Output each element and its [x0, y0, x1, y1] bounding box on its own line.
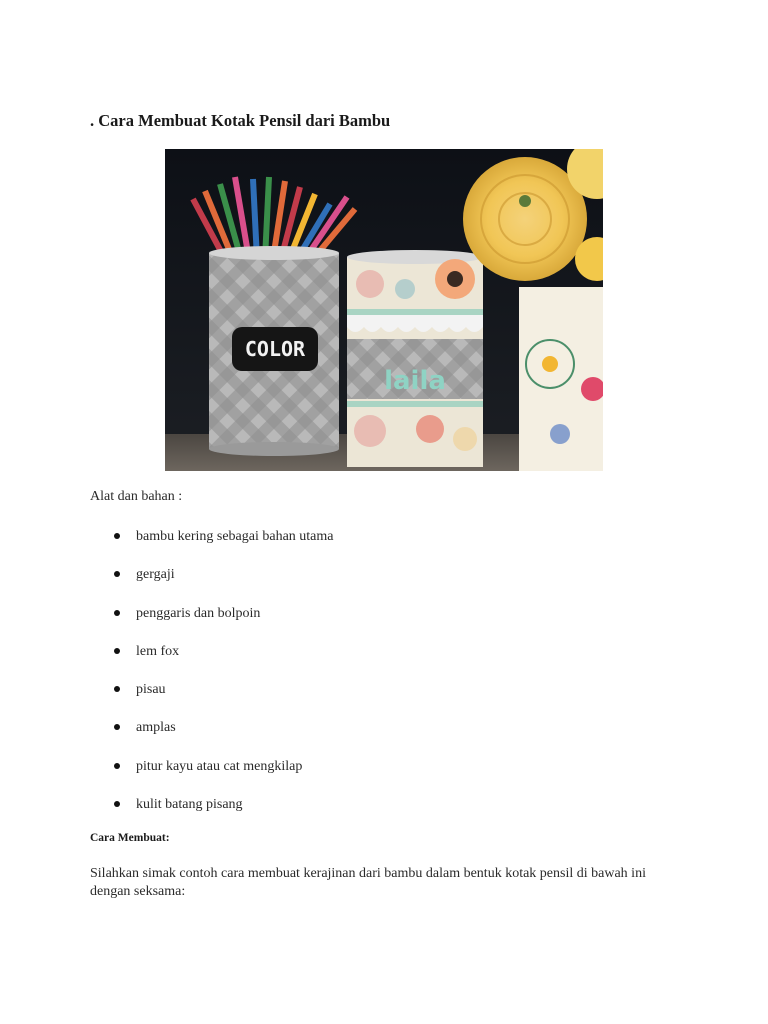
list-item	[110, 605, 333, 643]
bullet-icon	[114, 648, 120, 654]
list-item-text: kulit batang pisang	[136, 797, 243, 813]
floral-tin	[347, 250, 483, 467]
list-item	[110, 796, 333, 834]
list-item	[110, 566, 333, 604]
list-item-text: amplas	[136, 720, 176, 736]
steps-intro-paragraph: Silahkan simak contoh cara membuat kerajinan dari bambu dalam bentuk kotak pensil di bawah ini dengan seksama:	[90, 866, 646, 899]
floral-vase	[519, 287, 603, 471]
list-item-text: bambu kering sebagai bahan utama	[136, 529, 334, 544]
tin-name-text: laila	[384, 366, 446, 396]
list-item	[110, 681, 333, 719]
list-item	[110, 719, 333, 757]
list-item	[110, 758, 333, 796]
page-title: . Cara Membuat Kotak Pensil dari Bambu	[90, 111, 391, 130]
list-item-text: pitur kayu atau cat mengkilap	[136, 758, 303, 774]
list-item	[110, 528, 333, 566]
plaid-can	[209, 246, 339, 456]
list-item-text: pisau	[136, 682, 166, 698]
list-item-text: gergaji	[136, 567, 175, 583]
materials-heading: Alat dan bahan :	[90, 489, 183, 504]
pencil-holders-photo	[165, 149, 603, 471]
bullet-icon	[114, 610, 120, 616]
steps-heading: Cara Membuat:	[90, 832, 170, 844]
materials-list	[110, 528, 333, 834]
bullet-icon	[114, 686, 120, 692]
list-item-text: penggaris dan bolpoin	[136, 605, 261, 621]
list-item	[110, 643, 333, 681]
bullet-icon	[114, 724, 120, 730]
bullet-icon	[114, 763, 120, 769]
can-label-text: COLOR	[244, 337, 306, 361]
bullet-icon	[114, 801, 120, 807]
bullet-icon	[114, 533, 120, 539]
bullet-icon	[114, 571, 120, 577]
list-item-text: lem fox	[136, 643, 180, 659]
